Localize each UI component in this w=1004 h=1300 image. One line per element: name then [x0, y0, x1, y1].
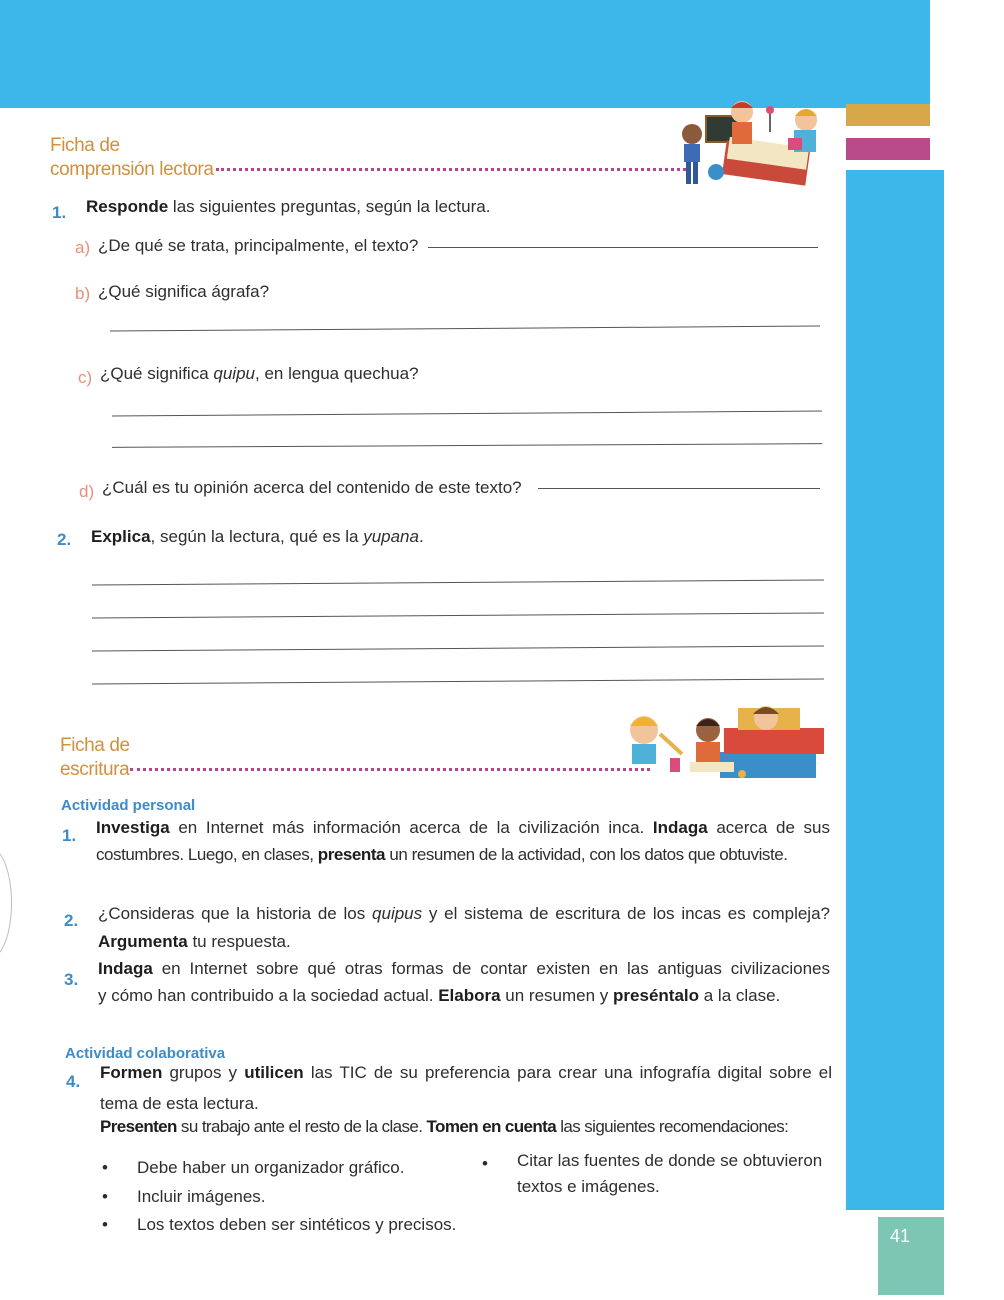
- q1c-letter: c): [78, 368, 93, 387]
- a4-verb2: utilicen: [244, 1063, 304, 1082]
- bullet-marker: •: [102, 1215, 108, 1234]
- q1c-pre: ¿Qué significa: [100, 364, 214, 383]
- a3-text4: a la clase.: [699, 986, 781, 1005]
- q1a-letter: a): [75, 238, 91, 257]
- activity-4-line2: tema de esta lectura.: [100, 1094, 259, 1113]
- a1-verb2: Indaga: [652, 818, 708, 837]
- activity-3-line1: [98, 956, 830, 982]
- answer-line-q2-1[interactable]: [92, 579, 824, 585]
- a4-text1: grupos y: [162, 1063, 245, 1082]
- answer-line-q1a[interactable]: [428, 247, 818, 248]
- a4-verb4: Tomen en cuenta: [426, 1117, 557, 1136]
- a4-text3: su trabajo ante el resto de la clase.: [176, 1117, 427, 1136]
- a1-text1: en Internet más información acerca de la civilización inca.: [169, 818, 653, 837]
- a3-text1: en Internet sobre qué otras formas de contar existen en las antiguas civilizaciones: [152, 959, 830, 978]
- top-color-band: [0, 0, 930, 108]
- a2-text1: ¿Consideras que la historia de los: [98, 904, 373, 923]
- recommendation-fuentes-line1: Citar las fuentes de donde se obtuvieron: [517, 1151, 823, 1170]
- a4-text4: las siguientes recomendaciones:: [556, 1117, 789, 1136]
- a1-text2: acerca de sus: [707, 818, 830, 837]
- dotted-rule: [216, 168, 686, 171]
- activity-3-number: 3.: [64, 970, 79, 989]
- question-1-number: 1.: [52, 203, 67, 222]
- answer-line-q2-2[interactable]: [92, 612, 824, 618]
- activity-4-line1: [100, 1060, 832, 1086]
- activity-1-number: 1.: [62, 826, 77, 845]
- actividad-colaborativa-heading: Actividad colaborativa: [65, 1045, 226, 1062]
- bullet-marker: •: [102, 1187, 108, 1206]
- q2-italic: yupana: [363, 527, 419, 546]
- a3-text3: un resumen y: [500, 986, 614, 1005]
- q1-verb: Responde: [86, 197, 169, 216]
- q1c-text: [100, 361, 419, 387]
- q1b-letter: b): [75, 284, 91, 303]
- question-2-number: 2.: [57, 530, 72, 549]
- recommendation-imagenes: Incluir imágenes.: [137, 1187, 266, 1206]
- q1a-text: ¿De qué se trata, principalmente, el texto?: [98, 236, 419, 255]
- dotted-rule: [130, 768, 650, 771]
- a3-verb1: Indaga: [98, 959, 153, 978]
- bullet-marker: •: [102, 1158, 108, 1177]
- a1-verb1: Investiga: [96, 818, 170, 837]
- answer-line-q1c-2[interactable]: [112, 443, 822, 448]
- kids-reading-illustration: [676, 98, 826, 194]
- answer-line-q1b[interactable]: [110, 326, 820, 332]
- section-title-escritura: [60, 734, 130, 782]
- page-number: 41: [889, 1226, 911, 1246]
- recommendation-sinteticos: Los textos deben ser sintéticos y precisos.: [137, 1215, 457, 1234]
- section-title-line2: escritura: [60, 759, 130, 780]
- recommendation-organizador: Debe haber un organizador gráfico.: [137, 1158, 405, 1177]
- a3-verb3: preséntalo: [613, 986, 700, 1005]
- a2-verb: Argumenta: [98, 932, 188, 951]
- section-title-line1: Ficha de: [60, 735, 130, 756]
- a2-italic: quipus: [372, 904, 423, 923]
- a1-text3: costumbres. Luego, en clases,: [96, 845, 318, 864]
- q1b-text: ¿Qué significa ágrafa?: [98, 282, 270, 301]
- actividad-personal-heading: Actividad personal: [61, 797, 196, 814]
- binding-edge-arc: [0, 848, 12, 958]
- q1c-italic: quipu: [213, 364, 255, 383]
- q1-rest: las siguientes preguntas, según la lectura.: [168, 197, 491, 216]
- section-title-comprension: [50, 134, 213, 182]
- q2-rest: , según la lectura, qué es la: [150, 527, 364, 546]
- activity-1-line1: [96, 815, 830, 841]
- activity-2-number: 2.: [64, 911, 79, 930]
- bullet-marker: •: [482, 1154, 488, 1173]
- q1c-post: , en lengua quechua?: [255, 364, 419, 383]
- answer-line-q2-4[interactable]: [92, 678, 824, 684]
- a2-text2: y el sistema de escritura de los incas es compleja?: [422, 904, 830, 923]
- activity-3-line2: [98, 983, 780, 1009]
- q2-end: .: [418, 527, 424, 546]
- question-1-text: [86, 194, 490, 220]
- a4-text2: las TIC de su preferencia para crear una infografía digital sobre el: [303, 1063, 833, 1082]
- kids-books-illustration: [620, 700, 832, 786]
- section-title-line1: Ficha de: [50, 135, 120, 156]
- q2-verb: Explica: [91, 527, 151, 546]
- a3-text2: y cómo han contribuido a la sociedad actual.: [98, 986, 439, 1005]
- activity-4-line3: [100, 1114, 788, 1140]
- gold-tab: [846, 104, 930, 126]
- section-title-line2: comprensión lectora: [50, 159, 214, 180]
- a1-text4: un resumen de la actividad, con los datos que obtuviste.: [385, 845, 788, 864]
- q1d-text: ¿Cuál es tu opinión acerca del contenido de este texto?: [102, 478, 522, 497]
- activity-4-number: 4.: [66, 1072, 81, 1091]
- activity-1-line2: [96, 842, 788, 868]
- activity-2-line2: [98, 929, 291, 955]
- q1d-letter: d): [79, 482, 95, 501]
- pink-tab: [846, 138, 930, 160]
- a2-text3: tu respuesta.: [187, 932, 291, 951]
- a3-verb2: Elabora: [438, 986, 501, 1005]
- answer-line-q2-3[interactable]: [92, 645, 824, 651]
- a4-verb3: Presenten: [100, 1117, 177, 1136]
- a4-verb1: Formen: [100, 1063, 163, 1082]
- answer-line-q1c-1[interactable]: [112, 411, 822, 417]
- a1-verb3: presenta: [317, 845, 386, 864]
- recommendation-fuentes-line2: textos e imágenes.: [517, 1177, 660, 1196]
- question-2-text: [91, 524, 424, 550]
- answer-line-q1d[interactable]: [538, 488, 820, 489]
- activity-2-line1: [98, 901, 830, 927]
- right-color-band: [846, 170, 944, 1210]
